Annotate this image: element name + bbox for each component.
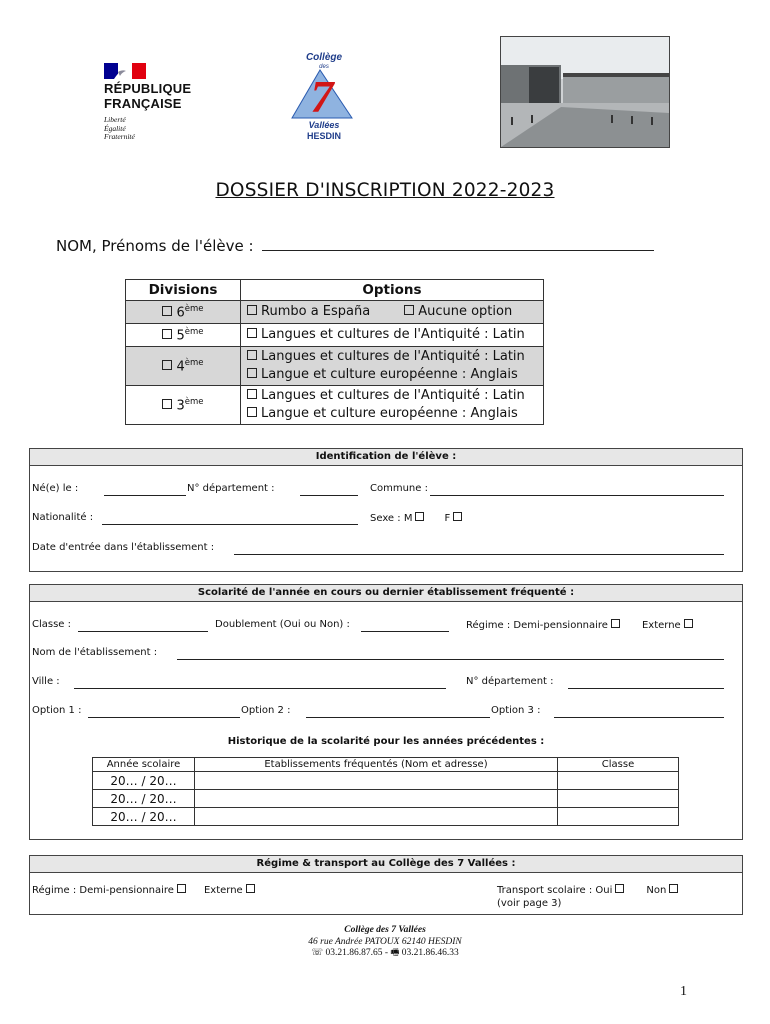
division-row-6: 6ème Rumbo a España Aucune option: [126, 301, 544, 324]
transport-oui-checkbox[interactable]: [615, 884, 624, 893]
student-name-label: NOM, Prénoms de l'élève :: [56, 237, 254, 255]
option3-field[interactable]: [554, 717, 724, 718]
rt-regime-row: Régime : Demi-pensionnaire Externe: [32, 884, 255, 896]
sex-row: Sexe : M F: [370, 512, 462, 524]
option3-label: Option 3 :: [491, 705, 541, 716]
option-latin-5-checkbox[interactable]: [247, 328, 257, 338]
etab-field[interactable]: [177, 659, 724, 660]
option2-field[interactable]: [306, 717, 490, 718]
division-row-5: 5ème Langues et cultures de l'Antiquité : Latin: [126, 324, 544, 347]
history-row: 20… / 20…: [93, 808, 679, 826]
logo-vallees-text: Vallées: [308, 120, 340, 130]
student-name-field[interactable]: [262, 236, 654, 251]
marianne-flag-logo: [104, 63, 146, 79]
division-3-checkbox[interactable]: [162, 399, 172, 409]
rt-demi-pension-checkbox[interactable]: [177, 884, 186, 893]
history-classe-cell[interactable]: [558, 772, 679, 790]
scol-demi-pension-checkbox[interactable]: [611, 619, 620, 628]
classe-label: Classe :: [32, 619, 72, 630]
sex-m-checkbox[interactable]: [415, 512, 424, 521]
history-etab-cell[interactable]: [195, 772, 558, 790]
history-classe-cell[interactable]: [558, 790, 679, 808]
page-number: 1: [680, 984, 687, 999]
option-aucune-checkbox[interactable]: [404, 305, 414, 315]
ville-label: Ville :: [32, 676, 60, 687]
history-classe-header: Classe: [558, 758, 679, 772]
scolarite-title: Scolarité de l'année en cours ou dernier établissement fréquenté :: [30, 585, 742, 602]
ville-field[interactable]: [74, 688, 446, 689]
divisions-header: Divisions: [126, 280, 241, 301]
option2-label: Option 2 :: [241, 705, 291, 716]
division-5-checkbox[interactable]: [162, 329, 172, 339]
history-title: Historique de la scolarité pour les années précédentes :: [227, 736, 545, 747]
etab-label: Nom de l'établissement :: [32, 647, 158, 658]
history-row: 20… / 20…: [93, 772, 679, 790]
sex-f-checkbox[interactable]: [453, 512, 462, 521]
classe-field[interactable]: [78, 631, 208, 632]
logo-seven-text: 7: [310, 71, 334, 122]
nationality-field[interactable]: [102, 524, 358, 525]
identification-section: [29, 448, 743, 572]
scol-externe-checkbox[interactable]: [684, 619, 693, 628]
regime-transport-section: [29, 855, 743, 915]
commune-field[interactable]: [430, 495, 724, 496]
history-row: 20… / 20…: [93, 790, 679, 808]
logo-college-text: Collège: [305, 52, 343, 63]
doublement-field[interactable]: [361, 631, 449, 632]
history-etab-header: Etablissements fréquentés (Nom et adresse): [195, 758, 558, 772]
option1-field[interactable]: [88, 717, 240, 718]
scol-dept-label: N° département :: [466, 676, 554, 687]
entry-date-field[interactable]: [234, 554, 724, 555]
logo-hesdin-text: HESDIN: [306, 131, 342, 141]
division-4-checkbox[interactable]: [162, 360, 172, 370]
commune-label: Commune :: [370, 483, 428, 494]
doublement-label: Doublement (Oui ou Non) :: [215, 619, 350, 630]
option-rumbo-checkbox[interactable]: [247, 305, 257, 315]
divisions-options-table: [125, 279, 544, 425]
rt-note: (voir page 3): [497, 898, 562, 909]
identification-title: Identification de l'élève :: [30, 449, 742, 466]
regime-row: Régime : Demi-pensionnaire Externe: [466, 619, 693, 631]
dept-field[interactable]: [300, 495, 358, 496]
division-row-4: 4ème Langues et cultures de l'Antiquité : Latin Langue et culture européenne : Anglais: [126, 347, 544, 386]
option1-label: Option 1 :: [32, 705, 82, 716]
division-6-checkbox[interactable]: [162, 306, 172, 316]
republique-motto: Liberté Égalité Fraternité: [104, 115, 135, 141]
division-row-3: 3ème Langues et cultures de l'Antiquité : Latin Langue et culture européenne : Anglais: [126, 386, 544, 425]
logo-des-text: des: [319, 64, 329, 70]
option-latin-3-checkbox[interactable]: [247, 389, 257, 399]
republique-francaise-title: RÉPUBLIQUE FRANÇAISE: [104, 81, 192, 111]
born-label: Né(e) le :: [32, 483, 79, 494]
dept-label: N° département :: [187, 483, 275, 494]
history-etab-cell[interactable]: [195, 790, 558, 808]
option-latin-4-checkbox[interactable]: [247, 350, 257, 360]
option-anglais-3-checkbox[interactable]: [247, 407, 257, 417]
college-building-photo: [500, 36, 670, 148]
page-title: DOSSIER D'INSCRIPTION 2022-2023: [215, 180, 555, 201]
rt-transport-row: Transport scolaire : Oui Non: [497, 884, 678, 896]
rt-externe-checkbox[interactable]: [246, 884, 255, 893]
options-header: Options: [241, 280, 544, 301]
college-7-vallees-logo: [286, 48, 362, 144]
footer-college-name: Collège des 7 Vallées: [344, 925, 426, 935]
history-classe-cell[interactable]: [558, 808, 679, 826]
regime-transport-title: Régime & transport au Collège des 7 Vallées :: [30, 856, 742, 873]
footer: [0, 925, 770, 960]
scol-dept-field[interactable]: [568, 688, 724, 689]
born-field[interactable]: [104, 495, 186, 496]
history-etab-cell[interactable]: [195, 808, 558, 826]
option-anglais-4-checkbox[interactable]: [247, 368, 257, 378]
history-year-header: Année scolaire: [93, 758, 195, 772]
history-table: [92, 757, 679, 826]
entry-date-label: Date d'entrée dans l'établissement :: [32, 542, 215, 553]
footer-address: 46 rue Andrée PATOUX 62140 HESDIN: [308, 936, 462, 947]
student-name-row: [56, 236, 654, 255]
nationality-label: Nationalité :: [32, 512, 94, 523]
transport-non-checkbox[interactable]: [669, 884, 678, 893]
footer-phone: ☏ 03.21.86.87.65 - 🖷 03.21.86.46.33: [311, 948, 459, 958]
